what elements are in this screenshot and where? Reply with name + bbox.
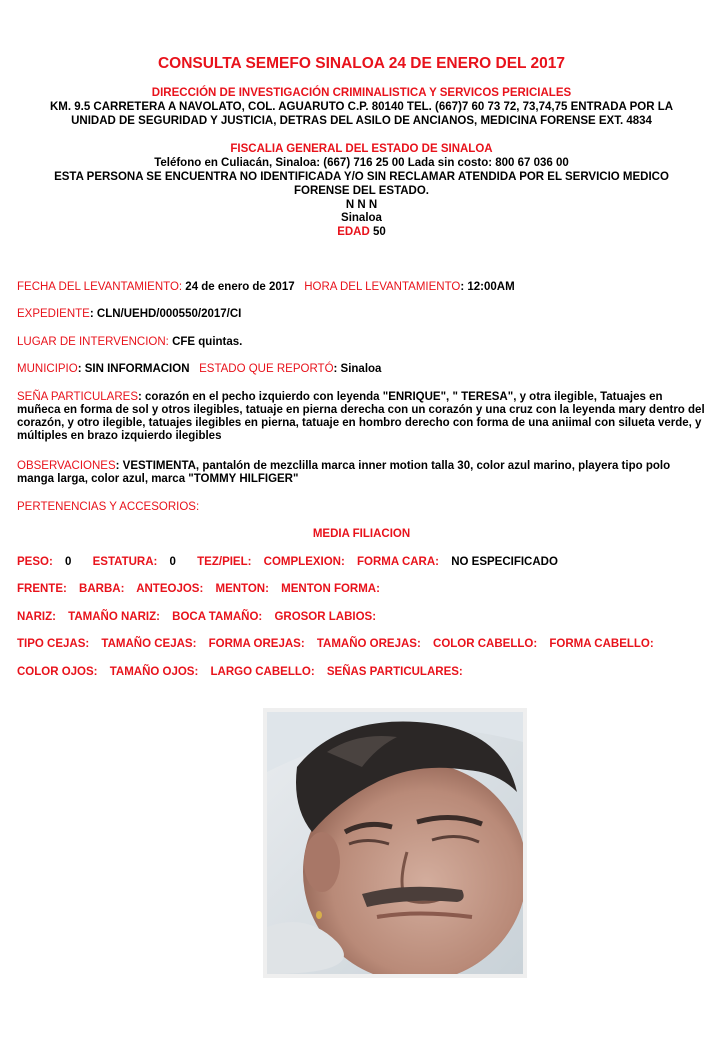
tamano-nariz-label: TAMAÑO NARIZ:	[68, 611, 160, 623]
peso-value: 0	[65, 556, 72, 568]
barba-label: BARBA:	[79, 583, 125, 595]
estatura-field	[93, 556, 185, 568]
color-ojos-label: COLOR OJOS:	[17, 666, 98, 678]
observaciones-row	[17, 460, 705, 486]
nariz-label: NARIZ:	[17, 611, 56, 623]
municipio-row	[17, 363, 705, 376]
tipo-cejas-label: TIPO CEJAS:	[17, 638, 90, 650]
media-filiacion-heading: MEDIA FILIACION	[312, 528, 411, 540]
tamano-orejas-label: TAMAÑO OREJAS:	[316, 638, 421, 650]
forma-cara-label: FORMA CARA:	[357, 556, 439, 568]
lugar-row	[17, 336, 705, 349]
senas-value: : corazón en el pecho izquierdo con leyenda "ENRIQUE", " TERESA", y otra ilegible, Tatuajes en muñeca en forma de sol y otros ilegibles, tatuaje en pierna derecha con un corazón y una cruz con la leyenda mary dentro del corazón, y otro ilegible, tatuajes ilegibles en pierna, tatuaje en hombro derecho con forma de una aniimal con silueta verde, y múltiples en brazo izquierdo ilegibles	[17, 391, 705, 442]
pertenencias-row	[17, 501, 705, 514]
tamano-cejas-label: TAMAÑO CEJAS:	[101, 638, 197, 650]
estatura-value: 0	[169, 556, 176, 568]
filiacion-row-4	[17, 638, 707, 650]
expediente-value: : CLN/UEHD/000550/2017/CI	[89, 308, 242, 320]
page-title: CONSULTA SEMEFO SINALOA 24 DE ENERO DEL 2017	[157, 55, 566, 72]
observaciones-label: OBSERVACIONES	[17, 460, 116, 472]
portrait-image	[267, 712, 523, 974]
anteojos-label: ANTEOJOS:	[136, 583, 204, 595]
senas-row	[17, 391, 705, 443]
fecha-label: FECHA DEL LEVANTAMIENTO:	[17, 281, 183, 293]
fiscalia-phone: Teléfono en Culiacán, Sinaloa: (667) 716 25 00 Lada sin costo: 800 67 036 00	[154, 157, 569, 169]
tamano-ojos-label: TAMAÑO OJOS:	[109, 666, 199, 678]
agency-address-line2: UNIDAD DE SEGURIDAD Y JUSTICIA, DETRAS DEL ASILO DE ANCIANOS, MEDICINA FORENSE EXT. 4834	[71, 115, 652, 127]
filiacion-row-1	[17, 556, 707, 568]
senas-label: SEÑA PARTICULARES	[17, 391, 139, 403]
forma-cara-field	[357, 556, 567, 568]
boca-tamano-label: BOCA TAMAÑO:	[172, 611, 263, 623]
notice-line2: FORENSE DEL ESTADO.	[293, 185, 430, 197]
filiacion-row-5	[17, 666, 707, 678]
person-photo	[263, 708, 527, 978]
filiacion-row-3	[17, 611, 707, 623]
senas-particulares-label: SEÑAS PARTICULARES:	[326, 666, 463, 678]
lugar-label: LUGAR DE INTERVENCION:	[17, 336, 169, 348]
grosor-labios-label: GROSOR LABIOS:	[274, 611, 377, 623]
person-state: Sinaloa	[341, 212, 382, 224]
expediente-row	[17, 308, 705, 321]
agency-name: DIRECCIÓN DE INVESTIGACIÓN CRIMINALISTICA Y SERVICOS PERICIALES	[151, 87, 572, 99]
frente-label: FRENTE:	[17, 583, 67, 595]
peso-label: PESO:	[17, 556, 53, 568]
municipio-label: MUNICIPIO	[17, 363, 78, 375]
peso-field	[17, 556, 80, 568]
pertenencias-label: PERTENENCIAS Y ACCESORIOS:	[17, 501, 200, 513]
age-label: EDAD	[337, 226, 370, 238]
expediente-label: EXPEDIENTE	[17, 308, 90, 320]
observaciones-value: : VESTIMENTA, pantalón de mezclilla marca inner motion talla 30, color azul marino, playera tipo polo manga larga, color azul, marca "TOMMY HILFIGER"	[17, 460, 671, 485]
estado-label: ESTADO QUE REPORTÓ	[199, 363, 334, 375]
hora-value: : 12:00AM	[460, 281, 515, 293]
municipio-value: : SIN INFORMACION	[77, 363, 190, 375]
color-cabello-label: COLOR CABELLO:	[433, 638, 538, 650]
forma-orejas-label: FORMA OREJAS:	[208, 638, 305, 650]
lugar-value: CFE quintas.	[172, 336, 243, 348]
person-age	[20, 225, 703, 239]
complexion-label: COMPLEXION:	[263, 556, 345, 568]
fecha-value: 24 de enero de 2017	[185, 281, 295, 293]
menton-label: MENTON:	[215, 583, 269, 595]
age-value: 50	[373, 226, 386, 238]
menton-forma-label: MENTON FORMA:	[281, 583, 380, 595]
estado-value: : Sinaloa	[333, 363, 382, 375]
hora-label: HORA DEL LEVANTAMIENTO	[304, 281, 461, 293]
filiacion-row-2	[17, 583, 707, 595]
forma-cabello-label: FORMA CABELLO:	[549, 638, 654, 650]
tez-label: TEZ/PIEL:	[197, 556, 252, 568]
notice-line1: ESTA PERSONA SE ENCUENTRA NO IDENTIFICADA Y/O SIN RECLAMAR ATENDIDA POR EL SERVICIO MEDICO	[54, 171, 669, 183]
estatura-label: ESTATURA:	[92, 556, 158, 568]
forma-cara-value: NO ESPECIFICADO	[451, 556, 558, 568]
person-name: N N N	[345, 199, 378, 211]
fecha-row	[17, 281, 705, 294]
fiscalia-name: FISCALIA GENERAL DEL ESTADO DE SINALOA	[230, 143, 493, 155]
agency-address-line1: KM. 9.5 CARRETERA A NAVOLATO, COL. AGUARUTO C.P. 80140 TEL. (667)7 60 73 72, 73,74,75 ENTRADA POR LA	[49, 101, 674, 113]
largo-cabello-label: LARGO CABELLO:	[210, 666, 315, 678]
